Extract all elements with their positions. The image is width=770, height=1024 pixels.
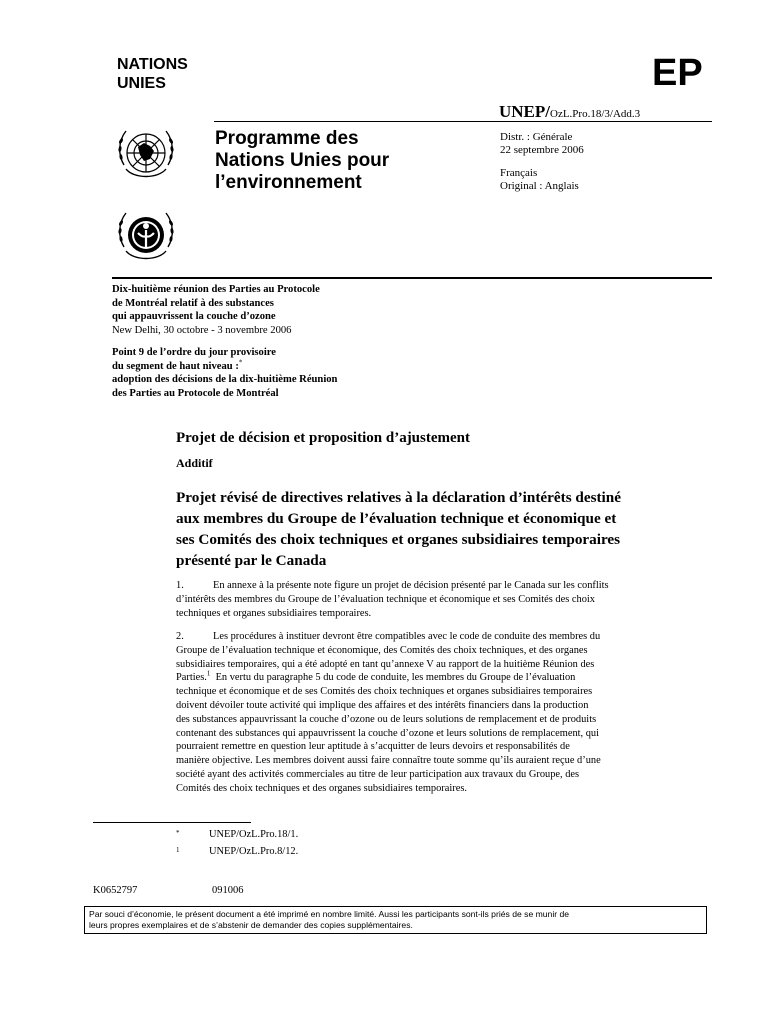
footnote-1 — [176, 829, 298, 840]
paragraph-2-line-10: manière objective. Les membres doivent aussi faire connaître toute somme qu’ils auraient reçue d’une — [176, 755, 601, 767]
org-line-2: UNIES — [117, 75, 166, 92]
paragraph-2-number: 2. — [176, 631, 184, 642]
agenda-line-2-text: du segment de haut niveau : — [112, 360, 239, 372]
meeting-line-3: qui appauvrissent la couche d’ozone — [112, 311, 276, 322]
notice-line-1: Par souci d’économie, le présent document a été imprimé en nombre limité. Aussi les participants sont-ils priés de se munir de — [89, 909, 570, 919]
paragraph-1-line-3: techniques et organes subsidiaires temporaires. — [176, 607, 372, 619]
paragraph-2-line-7: des substances appauvrissant la couche d’ozone ou de leurs solutions de remplacement et de produits — [176, 713, 597, 725]
main-title — [176, 487, 716, 571]
paragraph-2-line-12: Comités des choix techniques et des organes subsidiaires temporaires. — [176, 782, 467, 794]
paragraph-2-line-6: doivent dévoiler toute activité qui implique des affaires et des intérêts financiers dans la production — [176, 699, 589, 711]
symbol-main: UNEP/ — [499, 102, 550, 121]
footnote-2-mark: 1 — [176, 846, 180, 854]
agenda-line-1: Point 9 de l’ordre du jour provisoire — [112, 347, 277, 358]
header-rule — [214, 121, 712, 122]
paragraph-1-number: 1. — [176, 580, 184, 591]
meeting-info — [112, 283, 320, 337]
paragraph-2-line-8: contenant des substances qui appauvrissent la couche d’ozone et leurs solutions de remplacement, qui — [176, 727, 600, 739]
paragraph-1-line-1: En annexe à la présente note figure un projet de décision présenté par le Canada sur les conflits — [213, 580, 609, 591]
paragraph-2-line-9: pourraient remettre en question leur aptitude à s’acquitter de leurs devoirs et responsabilités de — [176, 741, 570, 753]
main-title-line-3: ses Comités des choix techniques et organes subsidiaires temporaires — [176, 531, 621, 548]
paragraph-1 — [176, 579, 706, 620]
footnote-rule — [93, 822, 251, 823]
main-title-line-4: présenté par le Canada — [176, 552, 327, 569]
job-number: K0652797 — [93, 885, 138, 896]
meeting-place-date: New Delhi, 30 octobre - 3 novembre 2006 — [112, 324, 292, 336]
agenda-line-2 — [112, 357, 337, 374]
paragraph-2-line-4b: En vertu du paragraphe 5 du code de conduite, les membres du Groupe de l’évaluation — [210, 672, 576, 684]
footnote-2 — [176, 846, 298, 857]
distribution-language: Français — [500, 167, 538, 179]
paragraph-2-line-3: subsidiaires temporaires, qui a été adopté en tant qu’annexe V au rapport de la huitième Réunion des — [176, 658, 595, 670]
paragraph-1-line-2: d’intérêts des membres du Groupe de l’évaluation technique et économique et ses Comités des choix — [176, 593, 595, 605]
document-title: Projet de décision et proposition d’ajustement — [176, 430, 471, 446]
footnote-2-text: UNEP/OzL.Pro.8/12. — [209, 846, 299, 857]
paragraph-2-footnote-mark: 1 — [206, 669, 211, 678]
language-code: EP — [652, 52, 703, 94]
organization-name — [117, 55, 188, 93]
notice-line-2: leurs propres exemplaires et de s’abstenir de demander des copies supplémentaires. — [89, 920, 413, 930]
meeting-line-2: de Montréal relatif à des substances — [112, 297, 274, 309]
un-emblem-icon — [112, 121, 180, 189]
main-title-line-2: aux membres du Groupe de l’évaluation technique et économique et — [176, 510, 617, 527]
paragraph-2-line-1: Les procédures à instituer devront être compatibles avec le code de conduite des membres du — [213, 631, 601, 642]
org-line-1: NATIONS — [117, 56, 188, 73]
programme-line-1: Programme des — [215, 128, 359, 149]
footnote-1-mark: * — [176, 829, 180, 837]
agenda-line-4: des Parties au Protocole de Montréal — [112, 387, 279, 399]
unep-emblem-icon — [112, 203, 180, 271]
agenda-line-3: adoption des décisions de la dix-huitième Réunion — [112, 374, 338, 385]
paragraph-2-line-2: Groupe de l’évaluation technique et économique, des Comités des choix techniques, et des organes — [176, 644, 588, 656]
footnote-1-text: UNEP/OzL.Pro.18/1. — [209, 829, 299, 840]
symbol-rest: OzL.Pro.18/3/Add.3 — [550, 108, 641, 120]
agenda-footnote-mark: * — [238, 357, 243, 366]
document-symbol — [499, 102, 640, 122]
paragraph-2-line-5: technique et économique et de ses Comités des choix techniques et organes subsidiaires temporaires — [176, 686, 593, 698]
paragraph-2-line-11: société ayant des activités commerciales au titre de leur participation aux travaux du Groupe, des — [176, 768, 580, 780]
job-date: 091006 — [212, 885, 244, 896]
distribution-date: 22 septembre 2006 — [500, 144, 584, 156]
programme-line-3: l’environnement — [215, 172, 362, 193]
paragraph-2-line-4a: Parties. — [176, 672, 207, 684]
distribution-type: Distr. : Générale — [500, 131, 573, 143]
distribution-block — [500, 131, 584, 193]
programme-name — [215, 128, 389, 194]
main-title-line-1: Projet révisé de directives relatives à la déclaration d’intérêts destiné — [176, 489, 621, 506]
agenda-item — [112, 346, 337, 400]
section-rule — [112, 277, 712, 279]
meeting-line-1: Dix-huitième réunion des Parties au Protocole — [112, 284, 320, 295]
distribution-original: Original : Anglais — [500, 180, 579, 192]
printing-notice — [84, 906, 707, 934]
addendum-label: Additif — [176, 456, 213, 470]
paragraph-2 — [176, 630, 706, 796]
programme-line-2: Nations Unies pour — [215, 150, 390, 171]
